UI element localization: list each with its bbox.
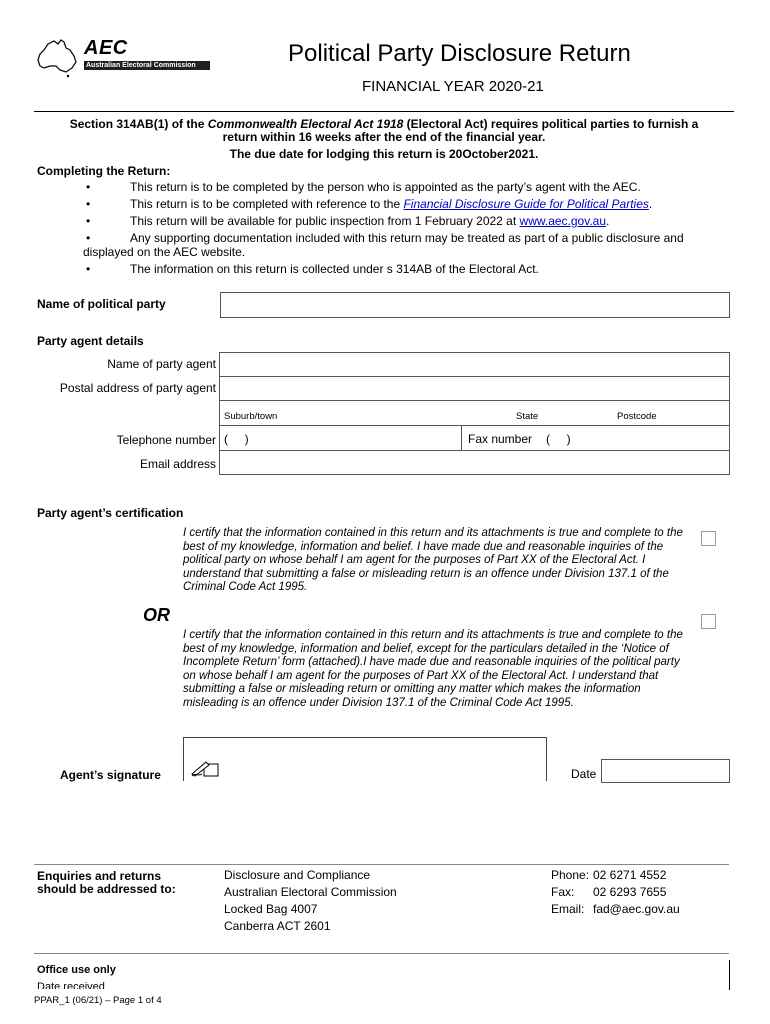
bullet-1: This return is to be completed by the person who is appointed as the party’s agent with the AEC. <box>130 180 641 194</box>
postcode-label: Postcode <box>617 411 657 422</box>
aec-logo <box>34 38 214 82</box>
aec-website-link[interactable]: www.aec.gov.au <box>519 214 607 228</box>
address-line: Australian Electoral Commission <box>224 885 397 899</box>
fax-area-code: ( ) <box>546 432 571 446</box>
contact-phone-label: Phone: <box>551 868 590 882</box>
address-line: Disclosure and Compliance <box>224 868 371 882</box>
date-label: Date <box>571 767 597 781</box>
form-reference: PPAR_1 (06/21) – Page 1 of 4 <box>34 995 162 1006</box>
completing-heading: Completing the Return: <box>37 164 171 178</box>
fax-label: Fax number <box>468 432 533 446</box>
signature-label: Agent’s signature <box>60 768 161 782</box>
signature-pen-icon <box>190 758 220 778</box>
bullet-2-prefix: This return is to be completed with reference to the <box>130 197 404 211</box>
certification-1-checkbox[interactable] <box>701 531 716 546</box>
enquiries-divider <box>34 864 729 865</box>
contact-email-label: Email: <box>551 902 585 916</box>
party-name-input[interactable] <box>220 292 730 318</box>
enquiries-heading-2: should be addressed to: <box>37 882 176 896</box>
date-received-text: Date received <box>37 981 105 989</box>
bullet-marker: • <box>86 231 91 245</box>
office-use-heading: Office use only <box>37 964 116 976</box>
date-received-label <box>37 981 105 989</box>
telephone-label: Telephone number <box>116 433 216 447</box>
bullet-marker: • <box>86 197 91 211</box>
bullet-4-line2: displayed on the AEC website. <box>83 245 246 259</box>
guide-link[interactable]: Financial Disclosure Guide for Political Parties <box>403 197 649 211</box>
logo-abbr: AEC <box>84 37 128 59</box>
certification-heading: Party agent’s certification <box>37 506 184 520</box>
contact-fax-label: Fax: <box>551 885 575 899</box>
postal-address-label: Postal address of party agent <box>59 381 216 395</box>
state-label: State <box>516 411 539 422</box>
or-label: OR <box>143 605 170 625</box>
email-label: Email address <box>139 457 216 471</box>
logo-full-name: Australian Electoral Commission <box>84 61 210 70</box>
agent-name-label: Name of party agent <box>107 357 216 371</box>
enquiries-heading-1: Enquiries and returns <box>37 869 162 883</box>
certification-statement-2: I certify that the information contained in this return and its attachments is true and complete to the best of my knowledge, information and belief, except for the particulars detailed in the ‘Notice of Incomplete Return’ form (attached).I have made due and reasonable inquiries of the political party on whose behalf I am agent for the purposes of Part XX of the Electoral Act. I understand that submitting a false or misleading return or omitting any matter which makes the information misleading is an offence under Division 137.1 of the Criminal Code Act 1995. <box>183 629 683 709</box>
suburb-label: Suburb/town <box>224 411 278 422</box>
telephone-area-code: ( ) <box>224 432 249 446</box>
page-title: Political Party Disclosure Return <box>288 40 631 67</box>
office-use-edge <box>729 960 730 990</box>
financial-year: FINANCIAL YEAR 2020-21 <box>362 78 544 95</box>
fax-input[interactable] <box>461 425 730 451</box>
contact-fax: 02 6293 7655 <box>593 885 667 899</box>
bullet-5: The information on this return is collected under s 314AB of the Electoral Act. <box>130 262 539 276</box>
signature-box[interactable] <box>183 737 547 781</box>
bullet-3 <box>130 214 609 228</box>
certification-2-checkbox[interactable] <box>701 614 716 629</box>
contact-email: fad@aec.gov.au <box>593 902 680 916</box>
certification-statement-1: I certify that the information contained in this return and its attachments is true and complete to the best of my knowledge, information and belief. I have made due and reasonable inquiries of the political party on whose behalf I am agent for the purposes of Part XX of the Electoral Act. I understand that submitting a false or misleading return is an offence under Division 137.1 of the Criminal Code Act 1995. <box>183 527 683 593</box>
telephone-input[interactable] <box>219 425 462 451</box>
bullet-3-suffix: . <box>606 214 610 228</box>
office-divider <box>34 953 729 954</box>
email-input[interactable] <box>219 450 730 475</box>
section-notice-line1 <box>34 117 734 131</box>
due-date: The due date for lodging this return is 20October2021. <box>229 147 539 161</box>
notice-act: Commonwealth Electoral Act 1918 <box>207 117 404 131</box>
party-name-label: Name of political party <box>37 297 166 311</box>
postal-address-input[interactable] <box>219 376 730 401</box>
australia-map-icon <box>34 38 80 78</box>
address-line: Locked Bag 4007 <box>224 902 318 916</box>
date-input[interactable] <box>601 759 730 783</box>
agent-details-heading: Party agent details <box>37 334 144 348</box>
bullet-marker: • <box>86 180 91 194</box>
header-divider <box>34 111 734 112</box>
bullet-2 <box>130 197 652 211</box>
section-notice-line2: return within 16 weeks after the end of the financial year. <box>222 130 546 144</box>
bullet-marker: • <box>86 214 91 228</box>
agent-name-input[interactable] <box>219 352 730 377</box>
bullet-2-suffix: . <box>648 197 653 211</box>
bullet-4-line1: Any supporting documentation included with this return may be treated as part of a public disclosure and <box>130 231 684 245</box>
contact-phone: 02 6271 4552 <box>593 868 667 882</box>
address-line: Canberra ACT 2601 <box>224 919 331 933</box>
notice-prefix: Section 314AB(1) of the <box>69 117 208 131</box>
bullet-3-prefix: This return will be available for public inspection from 1 February 2022 at <box>130 214 520 228</box>
bullet-marker: • <box>86 262 91 276</box>
notice-suffix: (Electoral Act) requires political parties to furnish a <box>403 117 699 131</box>
